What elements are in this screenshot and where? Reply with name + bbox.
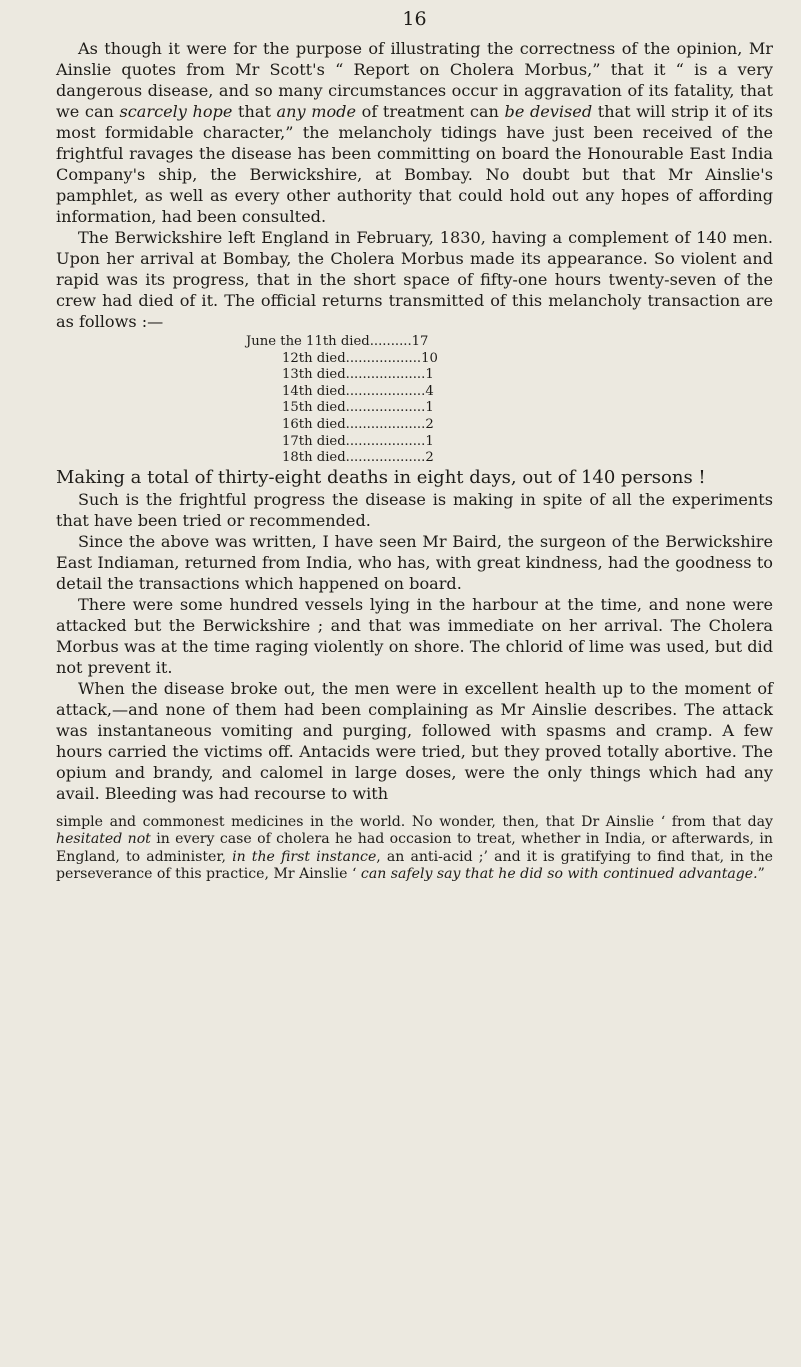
table-row: 12th died .................. 10 [282,350,438,366]
paragraph-mr-baird: Since the above was written, I have seen Mr Baird, the surgeon of the Berwickshire East Indiaman, returned from India, who has, with great kindness, had the goodness to detail the transactions which happened on board. [56,531,773,593]
table-row: 16th died ................... 2 [282,416,434,432]
page-number: 16 [402,8,427,30]
paragraph-disease-outbreak: When the disease broke out, the men were in excellent health up to the moment of attack,—and none of them had been complaining as Mr Ainslie describes. The attack was instantaneous vomiting and purging, followed with spasms and cramp. A few hours carried the victims off. Antacids were tried, but they proved totally abortive. The opium and brandy, and calomel in large doses, were the only things which had any avail. Bleeding was had recourse to with [56,678,773,803]
paragraph-scott-report: As though it were for the purpose of illustrating the correctness of the opinion, Mr Ainslie quotes from Mr Scott's “ Report on Cholera Morbus,” that it “ is a very dangerous disease, and so many circumstances occur in aggravation of its fatality, that we can scarcely hope that any mode of treatment can be devised that will strip it of its most formidable character,” the melancholy tidings have just been received of the frightful ravages the disease has been committing on board the Honourable East India Company's ship, the Berwickshire, at Bombay. No doubt but that Mr Ainslie's pamphlet, as well as every other authority that could hold out any hopes of affording information, had been consulted. [56,39,774,226]
paragraph-frightful-progress: Such is the frightful progress the disease is making in spite of all the experiments that have been tried or recommended. [56,489,773,530]
table-row: June the 11th died .......... 17 [246,334,429,349]
table-row: 13th died ................... 1 [282,367,434,383]
table-row: 17th died ................... 1 [282,433,434,449]
deaths-table [56,334,773,467]
paragraph-berwickshire: The Berwickshire left England in February, 1830, having a complement of 140 men. Upon her arrival at Bombay, the Cholera Morbus made its appearance. So violent and rapid was its progress, that in the short space of fifty-one hours twenty-seven of the crew had died of it. The official returns transmitted of this melancholy transaction are as follows :— [56,228,773,331]
total-deaths-line: Making a total of thirty-eight deaths in eight days, out of 140 persons ! [56,466,706,488]
footnote-text: simple and commonest medicines in the world. No wonder, then, that Dr Ainslie ‘ from that day hesitated not in every case of cholera he had occasion to treat, whether in India, or afterwards, in England, to administer, in the first instance, an anti-acid ;’ and it is gratifying to find that, in the perseverance of this practice, Mr Ainslie ‘ can safely say that he did so with continued advantage.” [56,813,773,883]
table-row: 15th died ................... 1 [282,400,434,416]
table-row: 14th died ................... 4 [282,383,434,399]
paragraph-harbour: There were some hundred vessels lying in the harbour at the time, and none were attacked but the Berwickshire ; and that was immediate on her arrival. The Cholera Morbus was at the time raging violently on shore. The chlorid of lime was used, but did not prevent it. [56,594,773,677]
table-row: 18th died ................... 2 [282,450,434,466]
footnote [56,814,773,884]
